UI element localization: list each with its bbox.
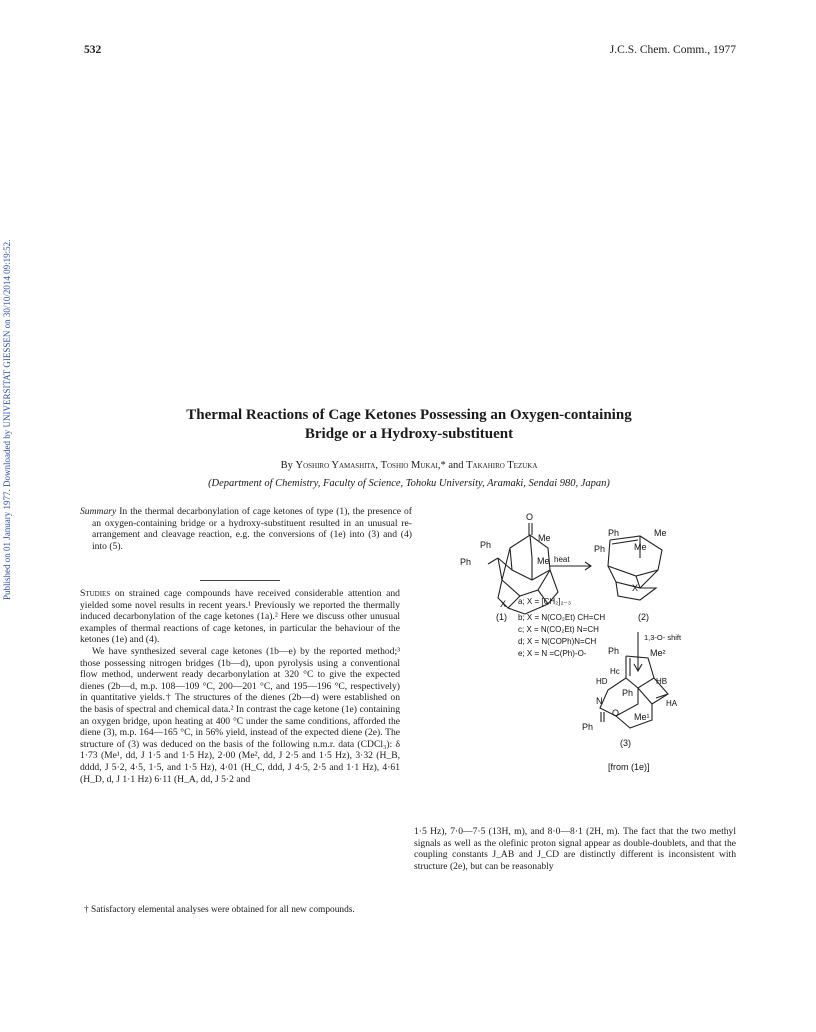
summary-rule: [200, 580, 280, 581]
article-title: [100, 406, 718, 444]
ha-label: HA: [666, 699, 678, 708]
hd-label: HD: [596, 677, 608, 686]
paragraph-1-text: on strained cage compounds have received considerable attention and yielded some novel results in recent years.¹ Previously we reported the thermally induced decarbonylation of the cage ketones (1a).² Here we discuss other unusual examples of thermal reactions of cage ketones, in particular the behaviour of the ketones (1e) and (4).: [80, 588, 400, 646]
byline: [100, 460, 718, 471]
x-label-1: X: [500, 599, 507, 609]
from-1e-label: [from (1e)]: [608, 762, 650, 772]
ph-label-2b: Ph: [594, 544, 606, 554]
reaction-scheme: [440, 508, 740, 798]
summary-text: In the thermal decarbonylation of cage ketones of type (1), the presence of an oxygen-containing bridge or a hydroxy-substituent resulted in an unusual re-arrangement and cleavage reaction, e.g. the conversions of (1e) into (3) and (4) into (5).: [92, 506, 412, 552]
n-label: N: [596, 696, 603, 706]
body-column-left: [80, 588, 400, 785]
ph-label-3b: Ph: [622, 688, 634, 698]
substituent-d: d; X = N(COPh)N=CH: [518, 637, 597, 646]
heat-label: heat: [554, 555, 570, 564]
me2-label: Me²: [650, 648, 666, 658]
footnote: † Satisfactory elemental analyses were obtained for all new compounds.: [84, 905, 355, 915]
summary: [80, 506, 412, 552]
paragraph-3: 1·5 Hz), 7·0—7·5 (13H, m), and 8·0—8·1 (2H, m). The fact that the two methyl signals as well as the olefinic proton signal appear as double-doublets, and that the coupling constants J_AB and J_CD are distinctly different is inconsistent with structure (2e), but can be reasonably: [414, 826, 736, 872]
hb-label: HB: [656, 677, 668, 686]
and-word: and: [448, 460, 464, 471]
me-label-1a: Me: [538, 533, 551, 543]
title-line-2: Bridge or a Hydroxy-substituent: [304, 426, 514, 442]
ph-label-3c: Ph: [582, 722, 594, 732]
author-2: Toshio Mukai,*: [380, 460, 446, 471]
author-1: Yoshiro Yamashita,: [295, 460, 378, 471]
label-compound-3: (3): [620, 738, 631, 748]
x-label-2: X: [632, 583, 639, 593]
substituent-b: b; X = N(CO₂Et) CH=CH: [518, 613, 606, 622]
me-label-1b: Me: [537, 556, 550, 566]
shift-label: 1,3-O- shift: [644, 633, 682, 642]
label-compound-1: (1): [496, 612, 507, 622]
body-column-right: [414, 826, 736, 872]
substituent-c: c; X = N(CO₂Et) N=CH: [518, 625, 599, 634]
paragraph-2: We have synthesized several cage ketones (1b—e) by the reported method;³ those possessing nitrogen bridges (1b—d), upon pyrolysis using a conventional flow method, underwent ready decarbonylation at 320 °C to give the expected dienes (2b—d, m.p. 108—109 °C, 200—201 °C, and 195—196 °C, respectively) in quantitative yields.† The structures of the dienes (2b—d) were established on the basis of spectral and chemical data.² In contrast the cage ketone (1e) containing an oxygen bridge, upon heating at 400 °C under the same conditions, afforded the diene (3), m.p. 164—165 °C, in 56% yield, instead of the expected diene (2e). The structure of (3) was deduced on the basis of the following n.m.r. data (CDCl₃): δ 1·73 (Me¹, dd, J 1·5 and 1·5 Hz), 2·00 (Me², dd, J 2·5 and 1·5 Hz), 3·32 (H_B, dddd, J 5·2, 4·5, 1·5, and 1·5 Hz), 4·01 (H_C, ddd, J 4·5, 2·5 and 1·1 Hz), 4·61 (H_D, d, J 1·1 Hz) 6·11 (H_A, dd, J 5·2 and: [80, 645, 400, 785]
affiliation: (Department of Chemistry, Faculty of Science, Tohoku University, Aramaki, Sendai 980, Japan): [208, 478, 610, 489]
me1-label: Me¹: [634, 712, 650, 722]
paragraph-1-lead: Studies: [80, 588, 111, 599]
author-3: Takahiro Tezuka: [466, 460, 538, 471]
oxo-label: O: [526, 512, 534, 522]
substituent-a: a; X = [CH₂]₂₋₃: [518, 597, 572, 606]
summary-label: Summary: [80, 506, 117, 517]
paragraph-1: [80, 588, 400, 646]
hc-label: Hc: [610, 667, 620, 676]
o-ring-label: O: [612, 708, 620, 718]
download-notice-text[interactable]: Published on 01 January 1977. Downloaded by UNIVERSITAT GIESSEN on 30/10/2014 09:19:52.: [2, 239, 12, 600]
journal-header: J.C.S. Chem. Comm., 1977: [609, 44, 736, 56]
ph-label-3a: Ph: [608, 646, 620, 656]
me-label-2a: Me: [654, 528, 667, 538]
ph-label-1a: Ph: [480, 540, 492, 550]
page-number: 532: [84, 44, 102, 56]
by-word: By: [280, 460, 293, 471]
substituent-e: e; X = N =C(Ph)-O-: [518, 649, 587, 658]
title-line-1: Thermal Reactions of Cage Ketones Possessing an Oxygen-containing: [186, 407, 632, 423]
me-label-2b: Me: [634, 542, 647, 552]
label-compound-2: (2): [638, 612, 649, 622]
download-notice: [2, 239, 14, 614]
ph-label-2a: Ph: [608, 528, 620, 538]
ph-label-1b: Ph: [460, 557, 472, 567]
